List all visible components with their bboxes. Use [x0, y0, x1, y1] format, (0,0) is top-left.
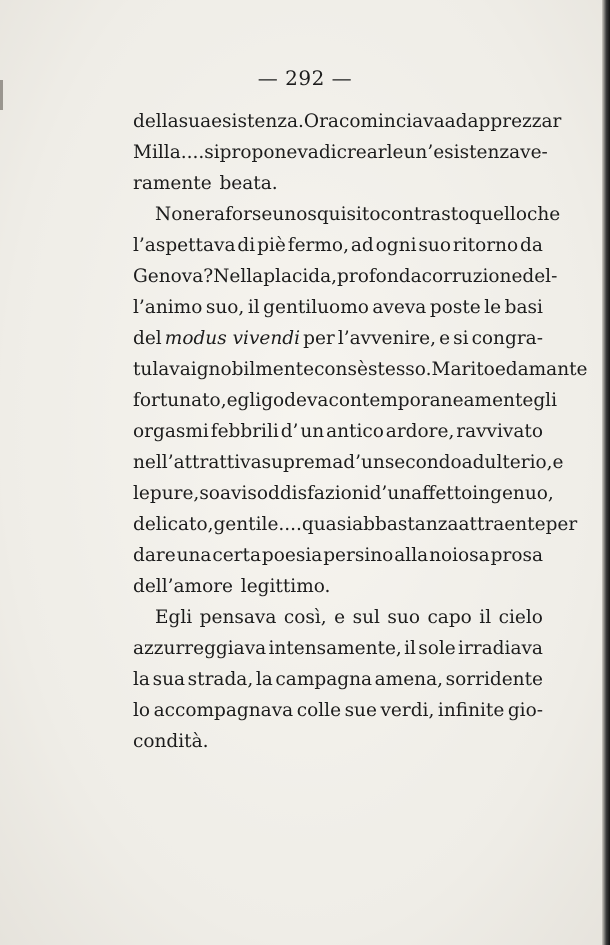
text-line: [133, 633, 543, 664]
word: abbastanza: [352, 514, 459, 535]
text-line: [133, 695, 543, 726]
text-line: [133, 726, 543, 757]
word: Marito: [431, 359, 495, 380]
word: un: [300, 421, 325, 442]
word: febbrili: [210, 421, 279, 442]
word: ravvivato: [456, 421, 543, 442]
word: suo,: [205, 297, 245, 318]
word: forse: [225, 204, 273, 225]
word: azzurreggiava: [133, 638, 267, 659]
word: adulterio,: [461, 452, 553, 473]
word: quello: [469, 204, 527, 225]
text-line: [133, 447, 564, 478]
word: ritorno: [452, 235, 519, 256]
text-line: [133, 137, 548, 168]
word: pure,: [149, 483, 200, 504]
word: cielo: [498, 607, 543, 628]
word: orgasmi: [133, 421, 209, 442]
word: basi: [504, 297, 543, 318]
word: la: [255, 669, 273, 690]
word: accompagnava: [153, 700, 294, 721]
word: d’un: [369, 483, 412, 504]
word: sorridente: [445, 669, 543, 690]
word: godeva: [261, 390, 329, 411]
word: per: [545, 514, 578, 535]
word: placida,: [263, 266, 338, 287]
word: alla: [394, 545, 429, 566]
body-text: [133, 106, 588, 757]
text-line: [133, 261, 558, 292]
word: squisito: [307, 204, 381, 225]
word: pensava: [199, 607, 277, 628]
word: gio-: [507, 700, 543, 721]
word: secondo: [384, 452, 462, 473]
text-line: [133, 416, 543, 447]
text-line: [133, 323, 543, 354]
word: dare: [133, 545, 176, 566]
word: le: [133, 483, 150, 504]
word: il: [404, 638, 416, 659]
word: delicato,: [133, 514, 214, 535]
word: intensamente,: [268, 638, 402, 659]
word: prosa: [490, 545, 543, 566]
word: condità.: [133, 731, 209, 752]
word: con: [314, 359, 348, 380]
text-line: [133, 478, 554, 509]
word: di: [318, 142, 337, 163]
word: contemporaneamente: [328, 390, 534, 411]
word: così,: [283, 607, 327, 628]
word: campagna: [275, 669, 373, 690]
word: apprezzar: [467, 111, 562, 132]
word: ad: [444, 111, 468, 132]
word: noiosa: [429, 545, 490, 566]
word: colle: [296, 700, 342, 721]
text-line: [133, 385, 558, 416]
word: persino: [323, 545, 394, 566]
word: Milla....: [133, 142, 205, 163]
page-number: — 292 —: [257, 66, 353, 90]
word: strada,: [187, 669, 254, 690]
word: nell’attrattiva: [133, 452, 262, 473]
italic-phrase: modus vivendi: [164, 328, 301, 349]
word: della: [133, 111, 179, 132]
word: ve-: [520, 142, 548, 163]
word: gli: [533, 390, 558, 411]
word: Nella: [213, 266, 264, 287]
word: poesia: [261, 545, 323, 566]
word: congra-: [471, 328, 543, 349]
word: sua: [152, 669, 186, 690]
word: amante: [517, 359, 588, 380]
word: profonda: [337, 266, 422, 287]
word: d’un: [343, 452, 385, 473]
word: Ora: [303, 111, 339, 132]
word: di: [237, 235, 256, 256]
word: suo: [387, 607, 420, 628]
word: l’avvenire,: [337, 328, 436, 349]
word: che: [526, 204, 561, 225]
text-line: [133, 230, 543, 261]
text-line: [133, 571, 543, 602]
word: corruzione: [421, 266, 523, 287]
word: d’: [280, 421, 299, 442]
word: amena,: [374, 669, 443, 690]
text-line: [133, 509, 578, 540]
word: sul: [352, 607, 380, 628]
word: ramente: [133, 173, 212, 194]
text-line: [133, 168, 543, 199]
word: suo: [418, 235, 451, 256]
word: ingenuo,: [472, 483, 554, 504]
word: il: [247, 297, 260, 318]
word: da: [520, 235, 543, 256]
word: era: [194, 204, 226, 225]
word: certa: [212, 545, 261, 566]
text-line: [133, 354, 588, 385]
text-line: [133, 199, 561, 230]
word: soddisfazioni: [247, 483, 370, 504]
word: le: [484, 297, 502, 318]
word: uno: [272, 204, 308, 225]
word: fermo,: [287, 235, 349, 256]
word: cominciava: [338, 111, 445, 132]
text-line: [133, 664, 543, 695]
word: ardore,: [385, 421, 455, 442]
word: gentile....: [213, 514, 302, 535]
word: una: [176, 545, 212, 566]
word: beata.: [219, 173, 278, 194]
word: fortunato,: [133, 390, 227, 411]
word: e: [552, 452, 564, 473]
word: soavi: [199, 483, 248, 504]
text-line: [133, 292, 543, 323]
word: Egli: [155, 607, 193, 628]
word: verdi,: [380, 700, 435, 721]
word: si: [453, 328, 469, 349]
text-line: [133, 540, 543, 571]
word: la: [133, 669, 150, 690]
word: del-: [522, 266, 558, 287]
word: contrasto: [380, 204, 470, 225]
word: sole: [418, 638, 456, 659]
word: affetto: [411, 483, 473, 504]
word: stesso.: [367, 359, 432, 380]
word: ogni: [375, 235, 417, 256]
word: l’aspettava: [133, 235, 236, 256]
word: tulava: [133, 359, 191, 380]
word: irradiava: [458, 638, 543, 659]
word: ignobilmente: [190, 359, 315, 380]
word: per: [303, 328, 335, 349]
word: sè: [347, 359, 368, 380]
word: antico: [326, 421, 384, 442]
word: attraente: [458, 514, 546, 535]
word: Non: [155, 204, 195, 225]
word: proponeva: [219, 142, 319, 163]
word: ed: [494, 359, 518, 380]
word: dell’amore: [133, 576, 234, 597]
word: legittimo.: [240, 576, 331, 597]
word: egli: [226, 390, 262, 411]
word: sue: [344, 700, 377, 721]
word: capo: [427, 607, 472, 628]
word: l’animo: [133, 297, 203, 318]
page-gutter-shadow: [602, 0, 610, 945]
text-line: [133, 602, 543, 633]
word: Genova?: [133, 266, 214, 287]
word: e: [439, 328, 451, 349]
word: suprema: [261, 452, 344, 473]
word: ad: [350, 235, 374, 256]
word: sua: [178, 111, 212, 132]
word: del: [133, 328, 162, 349]
text-line: [133, 106, 562, 137]
word: e: [334, 607, 346, 628]
word: poste: [429, 297, 481, 318]
word: quasi: [301, 514, 353, 535]
word: infinite: [437, 700, 505, 721]
word: il: [479, 607, 492, 628]
word: crearle: [336, 142, 404, 163]
word: gentiluomo: [263, 297, 369, 318]
word: si: [204, 142, 220, 163]
word: aveva: [372, 297, 427, 318]
word: lo: [133, 700, 151, 721]
word: piè: [257, 235, 286, 256]
word: un’esistenza: [403, 142, 521, 163]
word: esistenza.: [211, 111, 304, 132]
